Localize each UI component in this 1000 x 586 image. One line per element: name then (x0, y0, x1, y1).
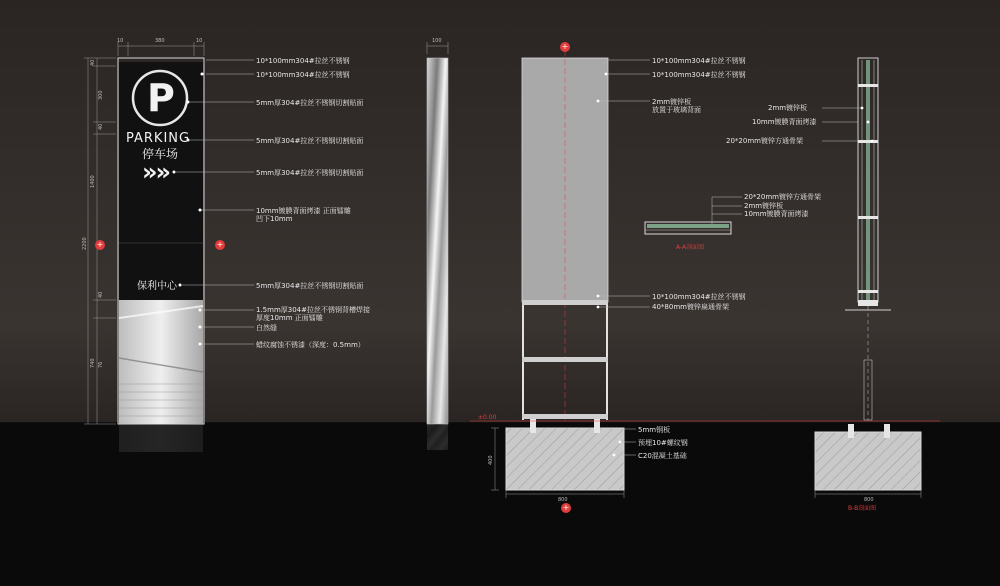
detail-label: A-A剖面图 (676, 244, 705, 251)
front-annotation-1: 10*100mm304#拉丝不锈钢 (256, 57, 350, 65)
front-annotation-6: 10mm镀膜背面烤漆 正面镭雕 (256, 207, 351, 215)
front-dim-left-4: 40 (98, 291, 104, 298)
foundation-annotation-3: C20混凝土基础 (638, 452, 687, 460)
structure-annotation-3: 2mm镀锌板 (652, 98, 692, 106)
sign-subtitle: 停车场 (142, 147, 179, 161)
marker-structure-top: + (561, 42, 569, 51)
front-dim-top-mid: 380 (155, 38, 165, 44)
detail-annotation-3: 10mm镀膜背面烤漆 (744, 210, 809, 218)
structure-annotation-4: 放置于玻璃背面 (652, 106, 701, 114)
front-dim-left-2: 40 (98, 123, 104, 130)
section-annotation-1: 2mm镀锌板 (768, 104, 808, 112)
front-dim-left-1: 300 (98, 90, 104, 100)
section-annotation-2: 10mm镀膜背面烤漆 (752, 118, 817, 126)
side-dim-top: 100 (432, 38, 442, 44)
front-annotation-7: 凹下10mm (256, 215, 293, 223)
detail-annotation-1: 20*20mm镀锌方通骨架 (744, 193, 821, 201)
front-annotation-11: 白然缝 (256, 324, 277, 332)
foundation-annotation-2: 预埋10#螺纹钢 (638, 439, 688, 447)
structure-annotation-5: 10*100mm304#拉丝不锈钢 (652, 293, 746, 301)
front-dim-top-left: 10 (117, 38, 124, 44)
sign-title: PARKING (126, 131, 191, 146)
front-annotation-9: 1.5mm厚304#拉丝不锈钢背槽焊接 (256, 306, 370, 314)
section-annotation-3: 20*20mm镀锌方通骨架 (726, 137, 803, 145)
front-annotation-10: 厚度10mm 正面镭雕 (256, 314, 323, 322)
front-dim-left-5: 2200 (82, 237, 88, 250)
front-annotation-5: 5mm厚304#拉丝不锈钢切割贴面 (256, 169, 364, 177)
front-dim-left-3: 1400 (90, 175, 96, 188)
front-dim-left-6: 740 (90, 358, 96, 368)
detail-geometry (645, 197, 742, 234)
marker-front-right: + (216, 240, 224, 249)
front-annotation-3: 5mm厚304#拉丝不锈钢切割贴面 (256, 99, 364, 107)
section-bottom-label: B-B剖面图 (848, 505, 877, 512)
front-dim-left-0: 40 (90, 59, 96, 66)
front-annotation-12: 蜡纹腐蚀不锈漆（深度：0.5mm） (256, 341, 365, 349)
marker-front-left: + (96, 240, 104, 249)
sign-arrows: »» (142, 158, 170, 186)
ground-level-mark: ±0.00 (478, 414, 497, 421)
structure-annotation-6: 40*80mm镀锌扁通骨架 (652, 303, 729, 311)
parking-p-letter: P (147, 76, 175, 120)
sign-bottom-label: 保利中心 (137, 281, 177, 292)
side-view-geometry (427, 42, 448, 450)
front-annotation-4: 5mm厚304#拉丝不锈钢切割贴面 (256, 137, 364, 145)
marker-structure-bottom: + (562, 503, 570, 512)
front-annotation-8: 5mm厚304#拉丝不锈钢切割贴面 (256, 282, 364, 290)
front-annotation-2: 10*100mm304#拉丝不锈钢 (256, 71, 350, 79)
foundation-width-dim: 800 (558, 497, 568, 503)
detail-annotation-2: 2mm镀锌板 (744, 202, 784, 210)
sign-base (119, 300, 203, 424)
front-dim-left-7: 76 (98, 361, 104, 368)
front-dim-top-right: 10 (196, 38, 203, 44)
structure-annotation-1: 10*100mm304#拉丝不锈钢 (652, 57, 746, 65)
foundation-height-dim: 400 (488, 455, 494, 465)
foundation-annotation-1: 5mm钢板 (638, 426, 671, 434)
structure-annotation-2: 10*100mm304#拉丝不锈钢 (652, 71, 746, 79)
section-width-dim: 800 (864, 497, 874, 503)
section-view-geometry (815, 58, 921, 498)
